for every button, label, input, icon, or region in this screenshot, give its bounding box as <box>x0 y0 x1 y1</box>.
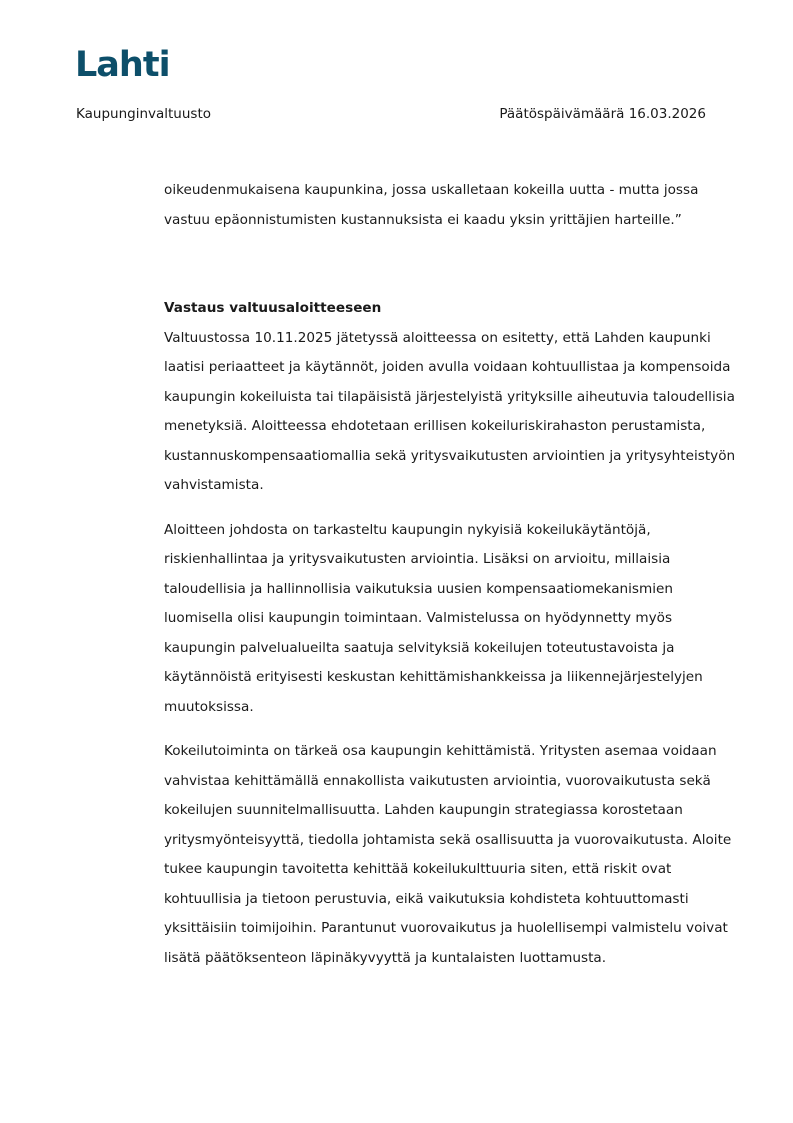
text-line: laatisi periaatteet ja käytännöt, joiden avulla voidaan kohtuullistaa ja kompensoida <box>164 359 731 375</box>
organ-label: Kaupunginvaltuusto <box>76 106 212 122</box>
text-line: Valtuustossa 10.11.2025 jätetyssä aloitteessa on esitetty, että Lahden kaupunki <box>164 329 711 346</box>
text-line: riskienhallintaa ja yritysvaikutusten arviointia. Lisäksi on arvioitu, millaisia <box>164 551 671 567</box>
quote-continuation <box>164 176 724 235</box>
text-line: kohtuullisia ja tietoon perustuvia, eikä vaikutuksia kohdisteta kohtuuttomasti <box>164 890 689 907</box>
paragraph-3 <box>164 737 732 973</box>
text-line: yksittäisiin toimijoihin. Parantunut vuorovaikutus ja huolellisempi valmistelu voivat <box>164 920 728 936</box>
text-line: vahvistaa kehittämällä ennakollista vaikutusten arviointia, vuorovaikutusta sekä <box>164 772 711 789</box>
text-line: vastuu epäonnistumisten kustannuksista ei kaadu yksin yrittäjien harteille.” <box>164 211 682 228</box>
text-line: tukee kaupungin tavoitetta kehittää kokeilukulttuuria siten, että riskit ovat <box>164 861 672 877</box>
text-line: vahvistamista. <box>164 477 264 493</box>
decision-date: Päätöspäivämäärä 16.03.2026 <box>499 106 706 122</box>
text-line: oikeudenmukaisena kaupunkina, jossa uskalletaan kokeilla uutta - mutta jossa <box>164 182 699 198</box>
text-line: lisätä päätöksenteon läpinäkyvyyttä ja kuntalaisten luottamusta. <box>164 949 607 966</box>
text-line: muutoksissa. <box>164 698 254 715</box>
text-line: kaupungin kokeiluista tai tilapäisistä järjestelyistä yrityksille aiheutuvia taloudellisia <box>164 388 735 405</box>
paragraph-2 <box>164 516 724 723</box>
section-heading: Vastaus valtuusaloitteeseen <box>164 300 382 316</box>
text-line: kaupungin palvelualueilta saatuja selvityksiä kokeilujen toteutustavoista ja <box>164 639 675 656</box>
text-line: luomisella olisi kaupungin toimintaan. Valmistelussa on hyödynnetty myös <box>164 610 673 626</box>
text-line: yritysmyönteisyyttä, tiedolla johtamista sekä osallisuutta ja vuorovaikutusta. Aloite <box>164 831 732 848</box>
text-line: kustannuskompensaatiomallia sekä yritysvaikutusten arviointien ja yritysyhteistyön <box>164 447 736 464</box>
document-body <box>164 176 736 973</box>
text-line: kokeilujen suunnitelmallisuutta. Lahden kaupungin strategiassa korostetaan <box>164 802 683 818</box>
lahti-logo: Lahti <box>75 45 170 85</box>
text-line: käytännöistä erityisesti keskustan kehittämishankkeissa ja liikennejärjestelyjen <box>164 669 703 685</box>
text-line: Kokeilutoiminta on tärkeä osa kaupungin kehittämistä. Yritysten asemaa voidaan <box>164 743 717 759</box>
text-line: taloudellisia ja hallinnollisia vaikutuksia uusien kompensaatiomekanismien <box>164 580 673 597</box>
text-line: Aloitteen johdosta on tarkasteltu kaupungin nykyisiä kokeilukäytäntöjä, <box>164 521 651 538</box>
paragraph-1 <box>164 324 736 501</box>
text-line: menetyksiä. Aloitteessa ehdotetaan erillisen kokeiluriskirahaston perustamista, <box>164 418 706 434</box>
